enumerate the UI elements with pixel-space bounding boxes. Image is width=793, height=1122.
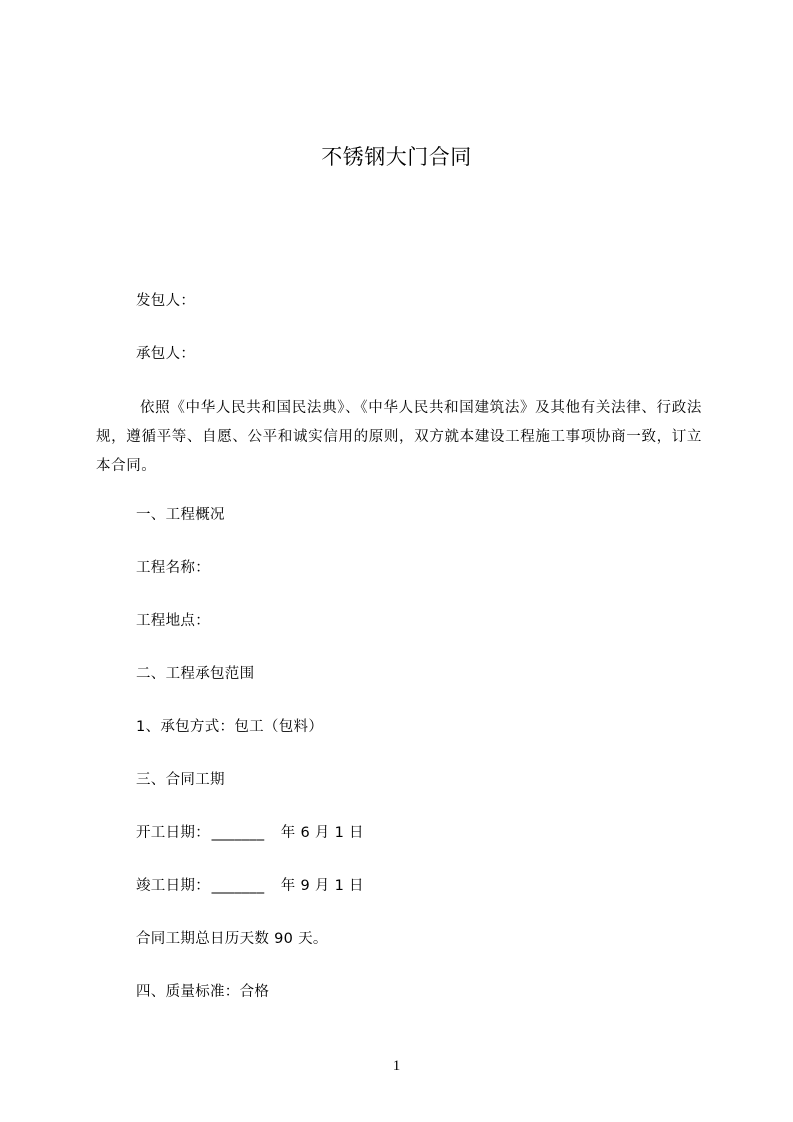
end-date-suffix: 年 9 月 1 日 — [280, 878, 364, 894]
start-date-label: 开工日期： — [136, 825, 210, 841]
contract-duration: 合同工期总日历天数 90 天。 — [136, 931, 328, 947]
page-number: 1 — [392, 1058, 401, 1074]
end-date-label: 竣工日期： — [136, 878, 210, 894]
project-location-label: 工程地点： — [136, 613, 210, 629]
end-date-line — [136, 876, 364, 896]
contract-method: 1、承包方式：包工（包料） — [136, 719, 324, 735]
start-date-suffix: 年 6 月 1 日 — [280, 825, 364, 841]
intro-paragraph: 依照《中华人民共和国民法典》、《中华人民共和国建筑法》及其他有关法律、行政法规，遵循平等、自愿、公平和诚实信用的原则，双方就本建设工程施工事项协商一致，订立本合同。 — [96, 400, 702, 474]
section-heading-overview: 一、工程概况 — [136, 507, 225, 523]
section-heading-scope: 二、工程承包范围 — [136, 666, 255, 682]
start-date-blank: _______ — [211, 825, 265, 841]
contractor-label: 承包人： — [136, 346, 196, 362]
end-date-blank: _______ — [211, 878, 265, 894]
section-heading-quality: 四、质量标准：合格 — [136, 984, 270, 1000]
start-date-line — [136, 823, 364, 843]
page-title: 不锈钢大门合同 — [321, 145, 472, 169]
section-heading-period: 三、合同工期 — [136, 772, 225, 788]
project-name-label: 工程名称： — [136, 560, 210, 576]
employer-label: 发包人： — [136, 293, 196, 309]
